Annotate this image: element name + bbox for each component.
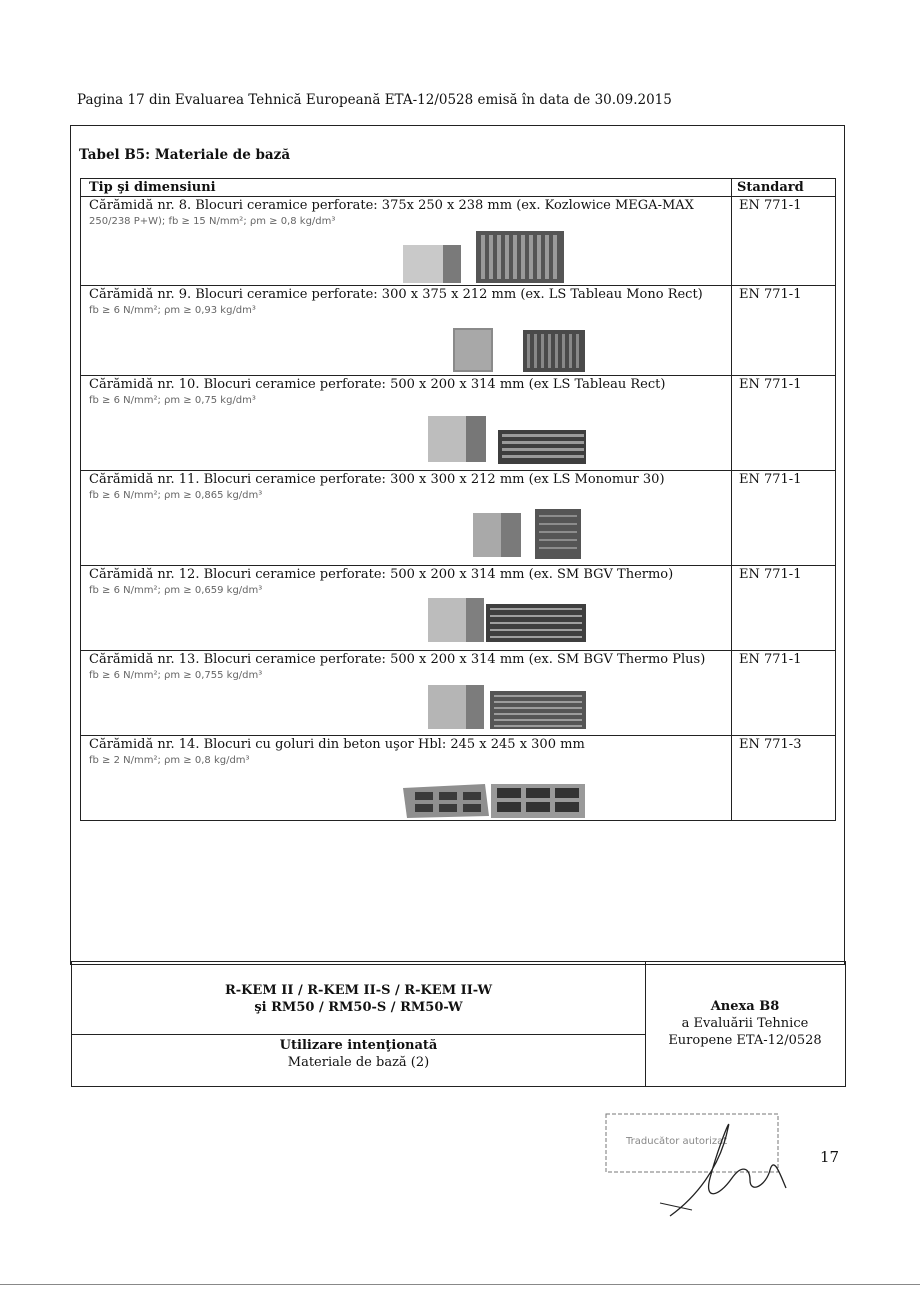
intended-use-title: Utilizare intenţionată	[279, 1038, 438, 1053]
brick-photo	[426, 412, 591, 468]
row-spec: fb ≥ 6 N/mm²; ρm ≥ 0,865 kg/dm³	[89, 490, 263, 501]
product-line-2: şi RM50 / RM50-S / RM50-W	[254, 1000, 463, 1015]
header-type: Tip şi dimensiuni	[89, 180, 216, 195]
row-spec: 250/238 P+W); fb ≥ 15 N/mm²; ρm ≥ 0,8 kg/dm³	[89, 216, 336, 227]
row-standard: EN 771-1	[739, 377, 802, 392]
page-header: Pagina 17 din Evaluarea Tehnică Europeană ETA-12/0528 emisă în data de 30.09.2015	[77, 92, 672, 108]
table-header-row	[81, 179, 835, 197]
table-row	[81, 736, 835, 821]
product-names	[72, 982, 645, 1016]
intended-use-subtitle: Materiale de bază (2)	[287, 1055, 430, 1070]
row-standard: EN 771-1	[739, 472, 802, 487]
brick-photo	[401, 229, 571, 285]
row-standard: EN 771-1	[739, 198, 802, 213]
page-number: 17	[820, 1148, 840, 1166]
table-row	[81, 286, 835, 376]
stamp-text: Traducător autorizat	[626, 1136, 728, 1147]
header-standard: Standard	[737, 180, 804, 195]
table-row	[81, 566, 835, 651]
intended-use	[72, 1037, 645, 1071]
annex-line-3: Europene ETA-12/0528	[668, 1033, 822, 1048]
table-row	[81, 197, 835, 286]
row-description: Cărămidă nr. 11. Blocuri ceramice perforate: 300 x 300 x 212 mm (ex LS Monomur 30)	[89, 472, 665, 487]
bottom-rule	[0, 1284, 920, 1285]
row-standard: EN 771-3	[739, 737, 802, 752]
table-title: Tabel B5: Materiale de bază	[79, 147, 291, 163]
row-description: Cărămidă nr. 8. Blocuri ceramice perforate: 375x 250 x 238 mm (ex. Kozlowice MEGA-MAX	[89, 198, 694, 213]
row-spec: fb ≥ 2 N/mm²; ρm ≥ 0,8 kg/dm³	[89, 755, 250, 766]
table-row	[81, 376, 835, 471]
row-description: Cărămidă nr. 12. Blocuri ceramice perforate: 500 x 200 x 314 mm (ex. SM BGV Thermo)	[89, 567, 674, 582]
brick-photo	[426, 681, 591, 733]
row-spec: fb ≥ 6 N/mm²; ρm ≥ 0,659 kg/dm³	[89, 585, 263, 596]
table-row	[81, 651, 835, 736]
row-standard: EN 771-1	[739, 567, 802, 582]
product-line-1: R-KEM II / R-KEM II-S / R-KEM II-W	[224, 983, 493, 998]
document-footer	[71, 961, 846, 1087]
brick-photo	[399, 780, 589, 820]
annex-line-2: a Evaluării Tehnice	[681, 1016, 809, 1031]
row-spec: fb ≥ 6 N/mm²; ρm ≥ 0,93 kg/dm³	[89, 305, 256, 316]
row-standard: EN 771-1	[739, 287, 802, 302]
row-description: Cărămidă nr. 14. Blocuri cu goluri din beton uşor Hbl: 245 x 245 x 300 mm	[89, 737, 585, 752]
brick-photo	[426, 594, 591, 646]
translator-stamp-signature	[600, 1108, 790, 1223]
row-description: Cărămidă nr. 9. Blocuri ceramice perforate: 300 x 375 x 212 mm (ex. LS Tableau Mono Rect)	[89, 287, 703, 302]
row-standard: EN 771-1	[739, 652, 802, 667]
brick-photo	[451, 324, 591, 374]
annex-title: Anexa B8	[710, 999, 780, 1014]
annex-label	[645, 998, 845, 1049]
materials-table	[80, 178, 836, 821]
row-description: Cărămidă nr. 13. Blocuri ceramice perforate: 500 x 200 x 314 mm (ex. SM BGV Thermo Plus)	[89, 652, 706, 667]
row-spec: fb ≥ 6 N/mm²; ρm ≥ 0,75 kg/dm³	[89, 395, 256, 406]
row-description: Cărămidă nr. 10. Blocuri ceramice perforate: 500 x 200 x 314 mm (ex LS Tableau Rect)	[89, 377, 666, 392]
table-row	[81, 471, 835, 566]
brick-photo	[471, 505, 586, 563]
footer-divider	[72, 1034, 645, 1035]
row-spec: fb ≥ 6 N/mm²; ρm ≥ 0,755 kg/dm³	[89, 670, 263, 681]
